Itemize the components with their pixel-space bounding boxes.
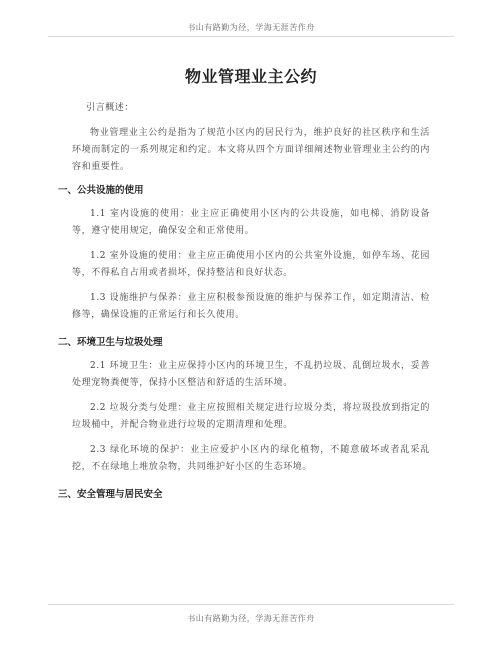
header-divider — [48, 36, 454, 37]
section-1-item-3: 1.3 设施维护与保养：业主应积极参预设施的维护与保养工作，如定期清洁、检修等，确保设施的正常运行和长久使用。 — [72, 293, 430, 320]
intro-label: 引言概述： — [86, 103, 135, 113]
footer-divider — [48, 604, 454, 605]
document-body — [58, 64, 430, 510]
section-heading-1: 一、公共设施的使用 — [58, 185, 144, 196]
section-2-item-1: 2.1 环境卫生：业主应保持小区内的环境卫生，不乱扔垃圾、乱倒垃圾水，妥善处理宠物粪便等，保持小区整洁和舒适的生活环境。 — [72, 361, 430, 388]
section-2-item-2: 2.2 垃圾分类与处理：业主应按照相关规定进行垃圾分类，将垃圾投放到指定的垃圾桶中，并配合物业进行垃圾的定期清理和处理。 — [72, 403, 430, 430]
header-motto: 书山有路勤为径，学海无涯苦作舟 — [187, 23, 315, 32]
document-title: 物业管理业主公约 — [184, 67, 317, 86]
intro-paragraph: 物业管理业主公约是指为了规范小区内的居民行为，维护良好的社区秩序和生活环境而制定的一系列规定和约定。本文将从四个方面详细阐述物业管理业主公约的内容和重要性。 — [72, 128, 430, 172]
section-1-item-1: 1.1 室内设施的使用：业主应正确使用小区内的公共设施，如电梯、消防设备等，遵守使用规定，确保安全和正常使用。 — [72, 209, 430, 236]
section-heading-2: 二、环境卫生与垃圾处理 — [58, 337, 163, 348]
footer-motto: 书山有路勤为径，学海无涯苦作舟 — [187, 614, 315, 623]
section-heading-3: 三、安全管理与居民安全 — [58, 489, 163, 500]
section-2-item-3: 2.3 绿化环境的保护：业主应爱护小区内的绿化植物，不随意破坏或者乱采乱挖，不在绿地上堆放杂物，共同维护好小区的生态环境。 — [72, 445, 430, 472]
section-1-item-2: 1.2 室外设施的使用：业主应正确使用小区内的公共室外设施，如停车场、花园等，不得私自占用或者损坏，保持整洁和良好状态。 — [72, 251, 430, 278]
